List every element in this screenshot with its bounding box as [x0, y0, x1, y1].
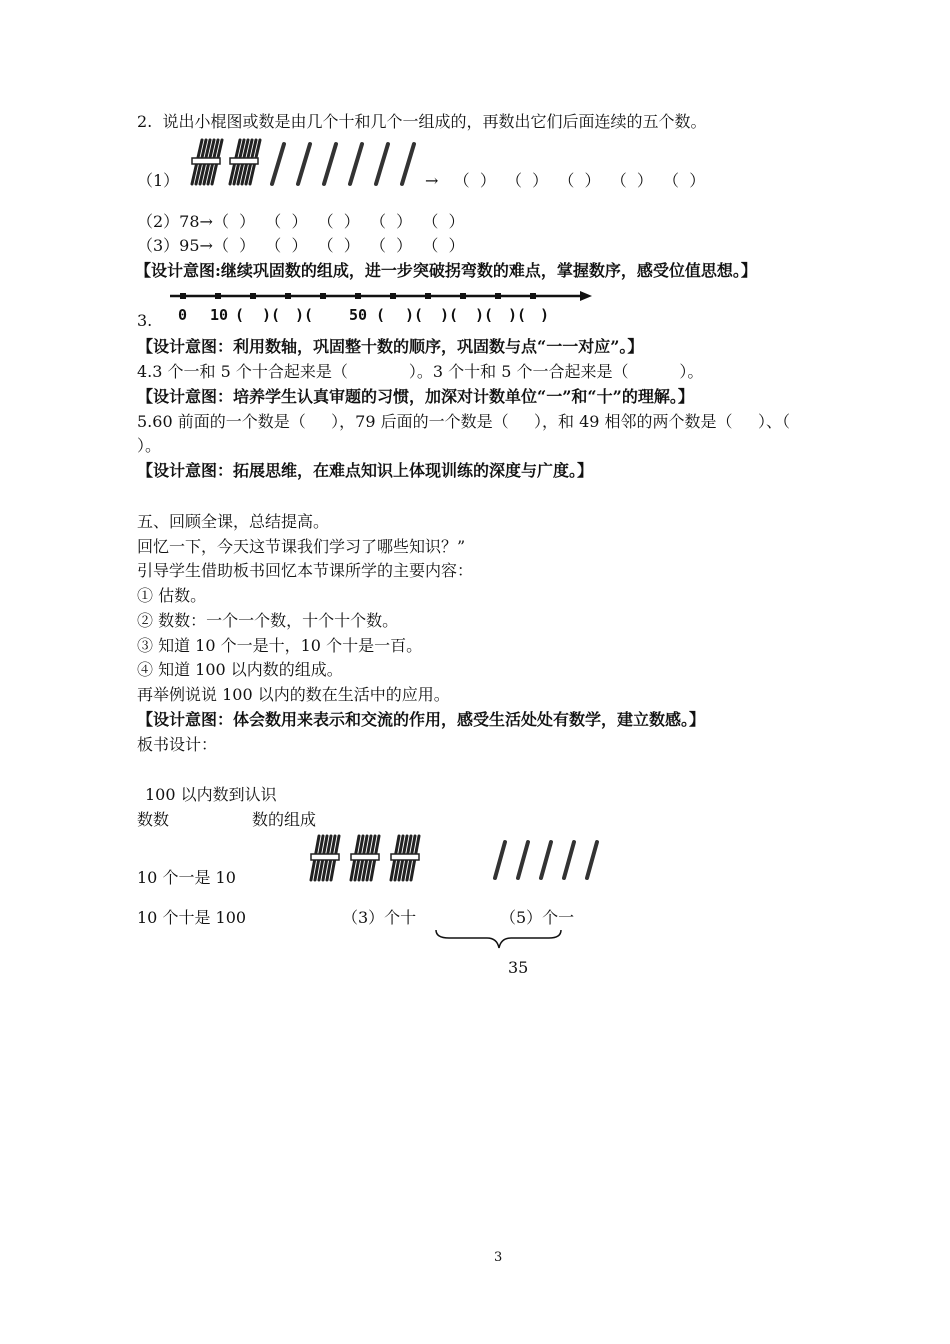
board-tens: （3）个十 [342, 908, 417, 927]
board-title: 100 以内数到认识 [145, 785, 277, 804]
q2-item3: （3）95→（ ） （ ） （ ） （ ） （ ） [137, 236, 465, 255]
section5-guide: 引导学生借助板书回忆本节课所学的主要内容： [137, 561, 474, 580]
q2-intent: 【设计意图:继续巩固数的组成，进一步突破拐弯数的难点，掌握数序，感受位值思想。】 [135, 261, 757, 280]
nl-label-11: ) [540, 306, 550, 324]
board-ones: （5）个一 [500, 908, 575, 927]
nl-label-10: 10 [210, 306, 229, 324]
q2-item1-label: （1） [137, 171, 180, 190]
q5-text: 5.60 前面的一个数是（ ），79 后面的一个数是（ ），和 49 相邻的两个数是（ ）、（ [137, 412, 790, 431]
nl-label-10b: )( [508, 306, 527, 324]
section5-item-4: ④ 知道 100 以内数的组成。 [137, 660, 343, 679]
board-row2: 10 个十是 100 [137, 908, 247, 927]
nl-label-4: )( [295, 306, 314, 324]
board-sticks-icon [305, 832, 615, 884]
nl-label-8: )( [440, 306, 459, 324]
section5-intent: 【设计意图：体会数用来表示和交流的作用，感受生活处处有数学，建立数感。】 [137, 710, 706, 729]
section5-question: 回忆一下，今天这节课我们学习了哪些知识？” [137, 537, 466, 556]
stick-bundles-icon [186, 136, 416, 188]
nl-label-9: )( [475, 306, 494, 324]
q2-title: 2. 说出小棍图或数是由几个十和几个一组成的，再数出它们后面连续的五个数。 [137, 112, 707, 131]
q5-text2: ）。 [137, 436, 162, 455]
q2-item1-answers: → （ ） （ ） （ ） （ ） （ ） [425, 171, 706, 190]
q4-intent: 【设计意图：培养学生认真审题的习惯，加深对计数单位“一”和“十”的理解。】 [137, 387, 694, 406]
curly-brace-icon [435, 928, 565, 950]
q2-item2: （2）78→（ ） （ ） （ ） （ ） （ ） [137, 212, 465, 231]
q5-intent: 【设计意图：拓展思维，在难点知识上体现训练的深度与广度。】 [137, 461, 594, 480]
section5-item-2: ② 数数：一个一个数，十个十个数。 [137, 611, 399, 630]
board-col1: 数数 [137, 810, 170, 829]
nl-label-0: 0 [178, 306, 188, 324]
board-label: 板书设计： [137, 735, 218, 754]
number-line [168, 288, 593, 328]
section5-item-1: ① 估数。 [137, 586, 207, 605]
section5-example: 再举例说说 100 以内的数在生活中的应用。 [137, 685, 450, 704]
board-total: 35 [508, 958, 529, 977]
q3-intent: 【设计意图：利用数轴，巩固整十数的顺序，巩固数与点“一一对应”。】 [137, 337, 644, 356]
q4-text: 4.3 个一和 5 个十合起来是（ ）。3 个十和 5 个一合起来是（ ）。 [137, 362, 704, 381]
board-col2: 数的组成 [252, 810, 317, 829]
page-number: 3 [494, 1250, 503, 1265]
nl-label-2: ( [235, 306, 245, 324]
board-row1: 10 个一是 10 [137, 868, 236, 887]
nl-label-7: )( [405, 306, 424, 324]
nl-label-6: ( [376, 306, 386, 324]
nl-label-50: 50 [349, 306, 368, 324]
q3-label: 3. [137, 311, 153, 330]
section5-heading: 五、回顾全课，总结提高。 [137, 512, 330, 531]
section5-item-3: ③ 知道 10 个一是十，10 个十是一百。 [137, 636, 423, 655]
nl-label-3: )( [262, 306, 281, 324]
